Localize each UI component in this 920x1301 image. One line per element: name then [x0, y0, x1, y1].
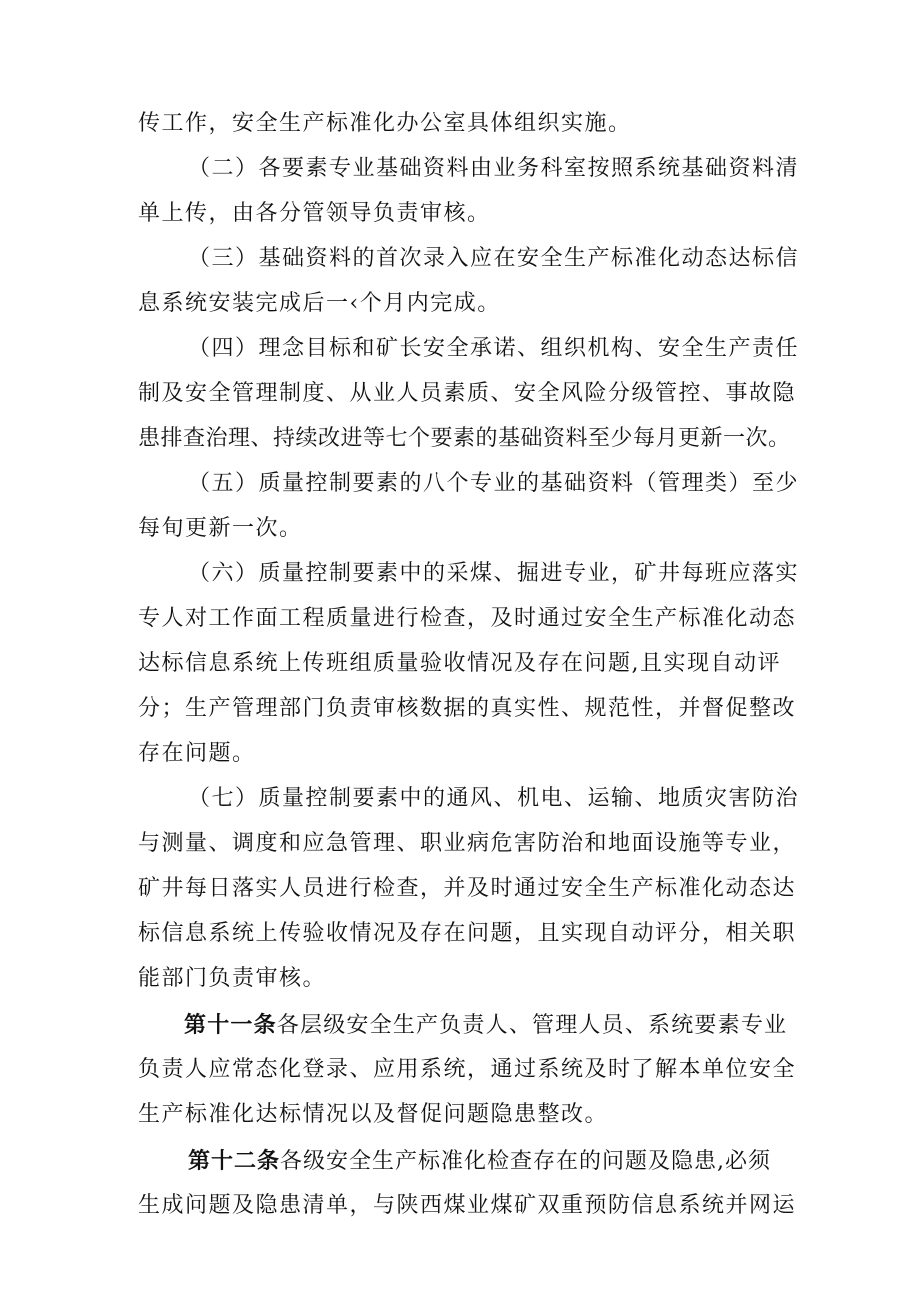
line-text: 与测量、调度和应急管理、职业病危害防治和地面设施等专业，	[138, 831, 797, 856]
line-text: 各级安全生产标准化检查存在的问题及隐患,必须	[280, 1149, 772, 1174]
line-text: （四）理念目标和矿长安全承诺、组织机构、安全生产责任	[188, 336, 800, 361]
line-text: 生产标准化达标情况以及督促问题隐患整改。	[138, 1102, 609, 1127]
text-line	[138, 824, 796, 864]
text-line	[138, 914, 796, 954]
text-line	[138, 959, 326, 999]
line-text: 达标信息系统上传班组质量验收情况及存在问题,且实现自动评	[138, 651, 781, 676]
line-text: 生成问题及隐患清单，与陕西煤业煤矿双重预防信息系统并网运	[138, 1193, 797, 1218]
line-text: （七）质量控制要素中的通风、机电、运输、地质灾害防治	[188, 786, 800, 811]
text-line	[138, 599, 796, 639]
line-text: 分；生产管理部门负责审核数据的真实性、规范性，并督促整改	[138, 696, 797, 721]
text-line	[138, 104, 632, 144]
text-line	[138, 374, 796, 414]
line-text: 单上传，由各分管领导负责审核。	[138, 201, 491, 226]
text-line	[138, 1186, 796, 1226]
text-line	[188, 239, 799, 279]
line-text: 矿井每日落实人员进行检查，并及时通过安全生产标准化动态达	[138, 876, 797, 901]
text-line	[138, 419, 791, 459]
text-line	[188, 464, 799, 504]
line-text: 能部门负责审核。	[138, 966, 327, 991]
line-text: 制及安全管理制度、从业人员素质、安全风险分级管控、事故隐	[138, 381, 797, 406]
line-text: 每旬更新一次。	[138, 516, 303, 541]
line-text: 存在问题。	[138, 741, 256, 766]
text-line	[138, 689, 796, 729]
article-heading: 第十二条	[188, 1148, 281, 1174]
text-line	[138, 284, 501, 324]
line-text: （六）质量控制要素中的采煤、掘进专业，矿井每班应落实	[188, 561, 800, 586]
text-line	[138, 869, 796, 909]
text-line	[188, 329, 799, 369]
line-text: 传工作，安全生产标准化办公室具体组织实施。	[138, 111, 632, 136]
text-line	[188, 149, 799, 189]
line-text: 患排查治理、持续改进等七个要素的基础资料至少每月更新一次。	[138, 426, 791, 451]
text-line	[138, 734, 256, 774]
line-text: （五）质量控制要素的八个专业的基础资料（管理类）至少	[188, 471, 800, 496]
line-text: 负责人应常态化登录、应用系统，通过系统及时了解本单位安全	[138, 1057, 797, 1082]
article-heading: 第十一条	[184, 1012, 277, 1038]
text-line	[138, 1050, 796, 1090]
text-line	[138, 644, 781, 684]
article-line	[188, 1141, 771, 1181]
text-line	[188, 779, 799, 819]
text-line	[138, 194, 491, 234]
line-text: （二）各要素专业基础资料由业务科室按照系统基础资料清	[188, 156, 800, 181]
text-line	[188, 554, 799, 594]
line-text: 息系统安装完成后一‹个月内完成。	[138, 291, 501, 316]
text-line	[138, 509, 303, 549]
line-text: （三）基础资料的首次录入应在安全生产标准化动态达标信	[188, 246, 800, 271]
line-text: 专人对工作面工程质量进行检查，及时通过安全生产标准化动态	[138, 606, 797, 631]
line-text: 标信息系统上传验收情况及存在问题，且实现自动评分，相关职	[138, 921, 797, 946]
article-line	[184, 1005, 787, 1045]
line-text: 各层级安全生产负责人、管理人员、系统要素专业	[276, 1013, 788, 1038]
text-line	[138, 1095, 608, 1135]
